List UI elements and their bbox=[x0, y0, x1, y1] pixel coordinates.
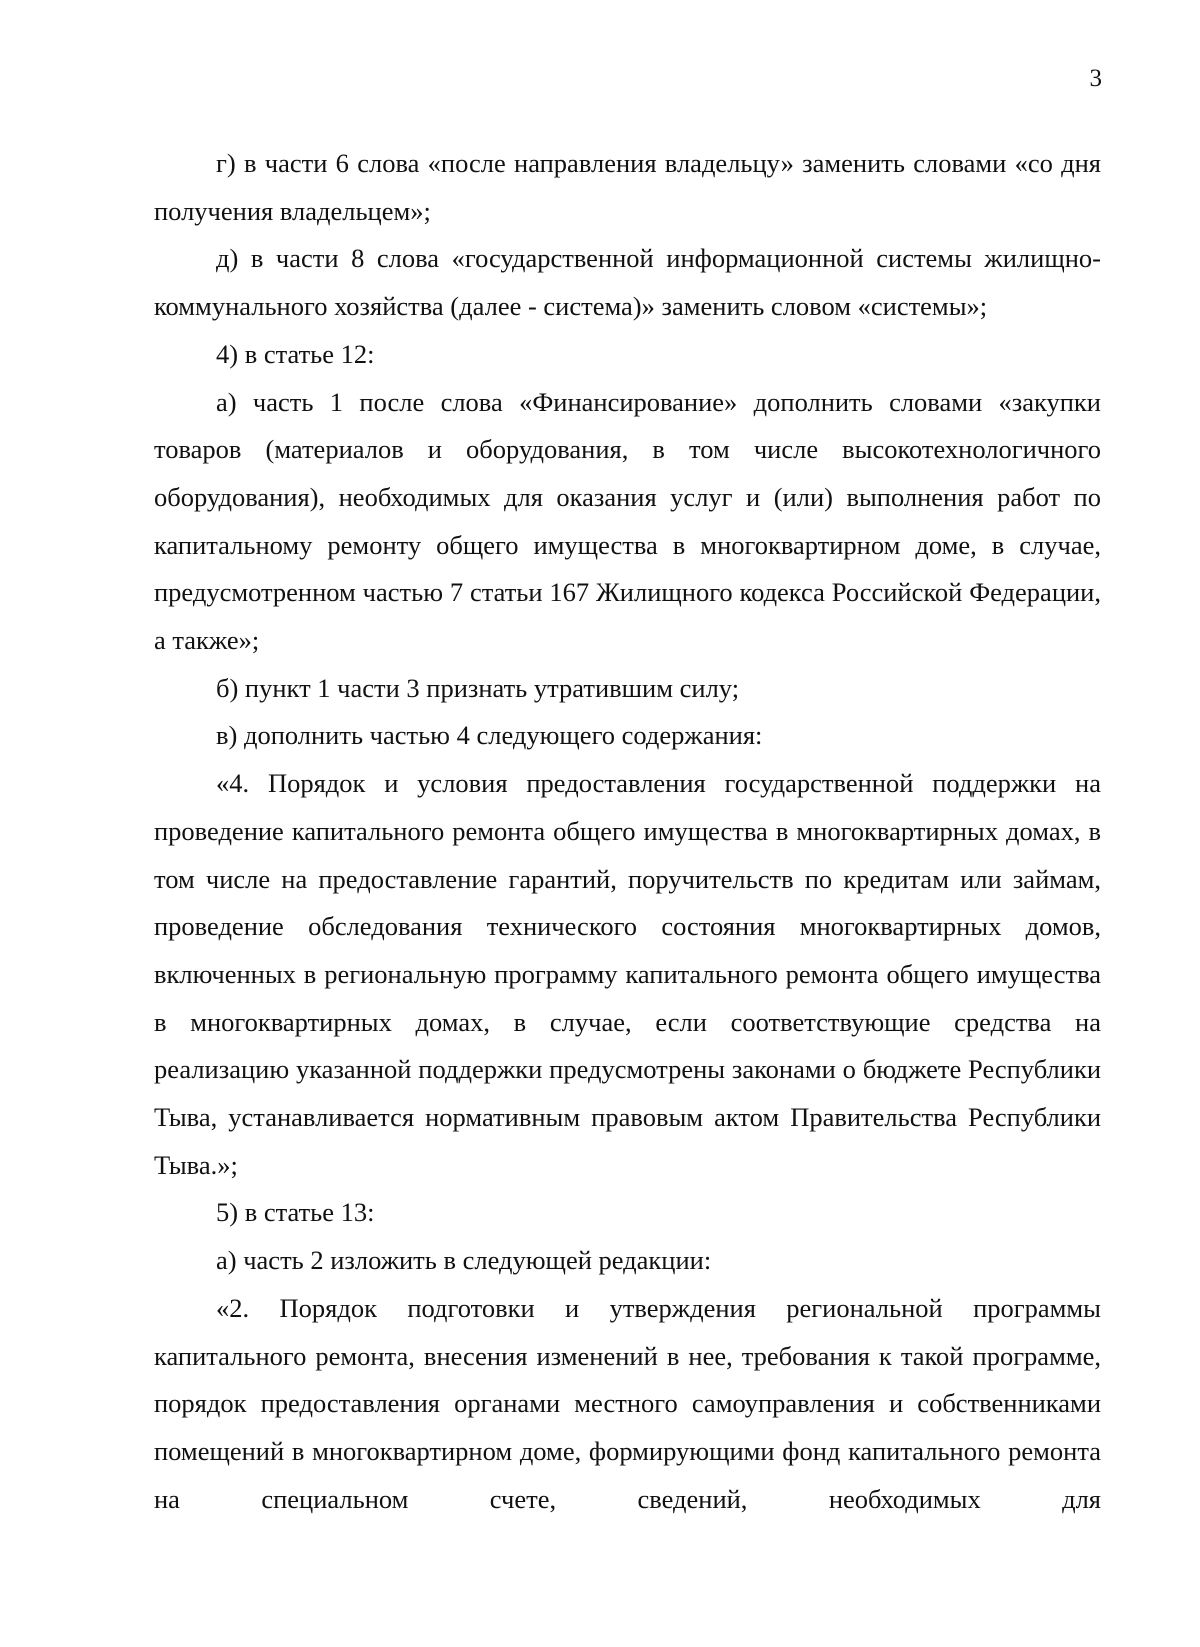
paragraph-5: б) пункт 1 части 3 признать утратившим силу; bbox=[216, 672, 740, 703]
document-body bbox=[154, 140, 1101, 1523]
paragraph-2: д) в части 8 слова «государственной информационной системы жилищно-коммунального хозяйства (далее - система)» заменить словом «системы»; bbox=[154, 243, 1101, 322]
paragraph-6: в) дополнить частью 4 следующего содержания: bbox=[216, 720, 763, 751]
paragraph-8: 5) в статье 13: bbox=[216, 1197, 375, 1228]
paragraph-4: а) часть 1 после слова «Финансирование» дополнить словами «закупки товаров (материалов и оборудования, в том числе высокотехнологичного оборудования), необходимых для оказания услуг и (или) выполнения работ по капитальному ремонту общего имущества в многоквартирном доме, в случае, предусмотренном частью 7 статьи 167 Жилищного кодекса Российской Федерации, а также»; bbox=[154, 386, 1101, 656]
paragraph-1: г) в части 6 слова «после направления владельцу» заменить словами «со дня получения владельцем»; bbox=[154, 148, 1101, 226]
page-number: 3 bbox=[1089, 65, 1102, 92]
paragraph-3: 4) в статье 12: bbox=[216, 338, 375, 369]
paragraph-9: а) часть 2 изложить в следующей редакции: bbox=[216, 1245, 712, 1276]
paragraph-10: «2. Порядок подготовки и утверждения региональной программы капитального ремонта, внесения изменений в нее, требования к такой программе, порядок предоставления органами местного самоуправления и собственниками помещений в многоквартирном доме, формирующими фонд капитального ремонта на специальном счете, сведений, необходимых для bbox=[154, 1292, 1101, 1514]
paragraph-7: «4. Порядок и условия предоставления государственной поддержки на проведение капитального ремонта общего имущества в многоквартирных домах, в том числе на предоставление гарантий, поручительств по кредитам или займам, проведение обследования технического состояния многоквартирных домов, включенных в региональную программу капитального ремонта общего имущества в многоквартирных домах, в случае, если соответствующие средства на реализацию указанной поддержки предусмотрены законами о бюджете Республики Тыва, устанавливается нормативным правовым актом Правительства Республики Тыва.»; bbox=[154, 768, 1101, 1180]
